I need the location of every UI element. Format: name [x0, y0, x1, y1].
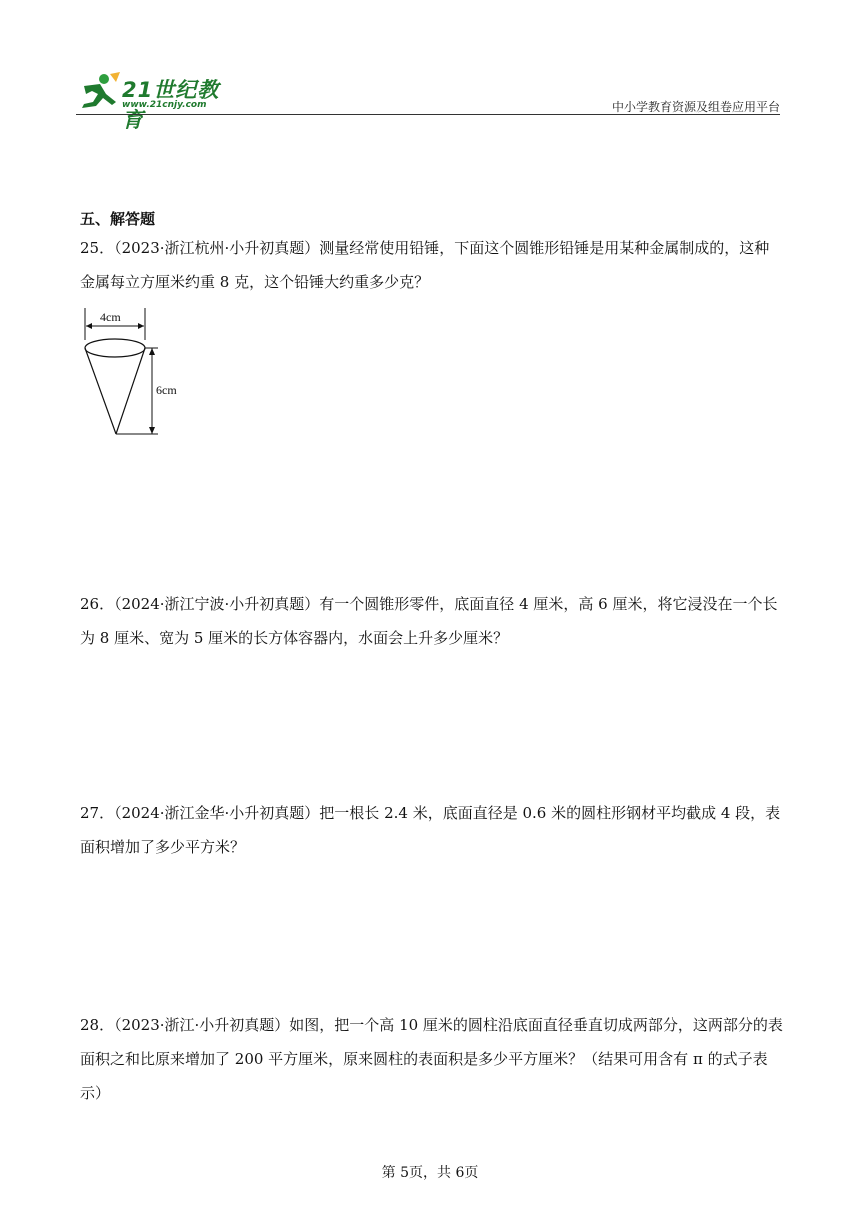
question-25: 25．（2023·浙江杭州·小升初真题）测量经常使用铅锤，下面这个圆锥形铅锤是用某种金属制成的，这种金属每立方厘米约重 8 克，这个铅锤大约重多少克？: [80, 239, 770, 291]
height-label: 6cm: [156, 383, 177, 397]
runner-icon: [76, 72, 122, 112]
cone-figure: [82, 306, 192, 438]
diameter-label: 4cm: [100, 310, 121, 324]
question-27: 27．（2024·浙江金华·小升初真题）把一根长 2.4 米，底面直径是 0.6 米的圆柱形钢材平均截成 4 段，表面积增加了多少平方米？: [80, 804, 781, 856]
page-number: 第 5页，共 6页: [381, 1165, 479, 1181]
logo-url: www.21cnjy.com: [122, 100, 207, 110]
question-26: 26．（2024·浙江宁波·小升初真题）有一个圆锥形零件，底面直径 4 厘米，高 6 厘米，将它浸没在一个长为 8 厘米、宽为 5 厘米的长方体容器内，水面会上升多少厘米？: [80, 595, 778, 647]
logo-text: 21世纪教育: [122, 78, 220, 132]
question-28: 28．（2023·浙江·小升初真题）如图，把一个高 10 厘米的圆柱沿底面直径垂直切成两部分，这两部分的表面积之和比原来增加了 200 平方厘米，原来圆柱的表面积是多少平方厘米？（结果可用含有 π 的式子表示）: [80, 1016, 783, 1102]
platform-name: 中小学教育资源及组卷应用平台: [611, 100, 780, 114]
section-title: 五、解答题: [80, 210, 156, 228]
logo: [76, 72, 241, 132]
header-divider: [76, 114, 780, 115]
page-header: [76, 66, 780, 132]
